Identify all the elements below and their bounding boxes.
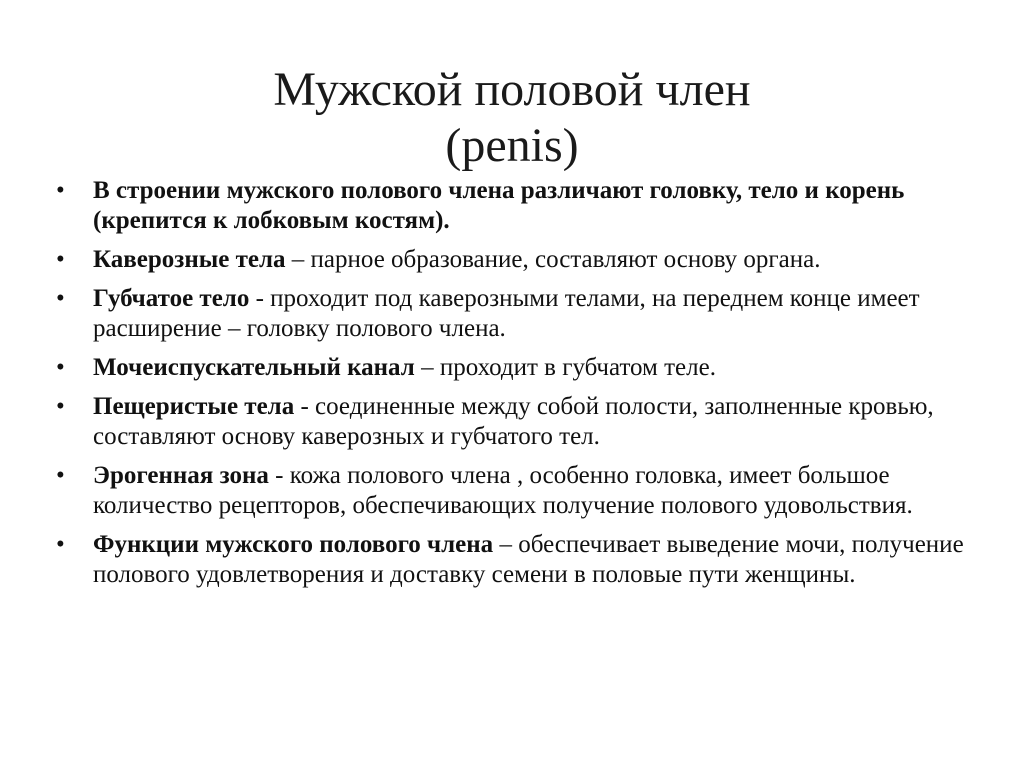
bullet-list [56,176,986,599]
bullet-term: В строении мужского полового члена различают головку, тело и корень (крепится к лобковым костям). [93,177,905,234]
bullet-term: Эрогенная зона [93,462,269,489]
bullet-item-functions [56,530,986,590]
bullet-icon: • [56,393,65,420]
bullet-item-urethra [56,353,986,383]
title-line-1: Мужской половой член [273,63,751,117]
bullet-term: Каверозные тела [93,246,286,273]
bullet-item-structure [56,176,986,236]
bullet-text: – парное образование, составляют основу органа. [285,246,821,273]
bullet-item-spongy-body [56,284,986,344]
slide-title [0,62,1024,174]
bullet-icon: • [56,177,65,204]
bullet-icon: • [56,246,65,273]
bullet-term: Мочеиспускательный канал [93,354,415,381]
bullet-item-cavernous-bodies [56,245,986,275]
bullet-text: – проходит в губчатом теле. [414,354,716,381]
bullet-term: Функции мужского полового члена [93,531,494,558]
bullet-icon: • [56,285,65,312]
bullet-text: - соединенные между собой полости, заполненные кровью, составляют основу каверозных и губчатого тел. [93,393,934,450]
bullet-item-erogenous-zone [56,461,986,521]
bullet-text: - проходит под каверозными телами, на переднем конце имеет расширение – головку полового члена. [93,285,920,342]
bullet-term: Пещеристые тела [93,393,295,420]
bullet-icon: • [56,354,65,381]
title-line-2: (penis) [445,119,579,173]
bullet-icon: • [56,462,65,489]
bullet-text: - кожа полового члена , особенно головка, имеет большое количество рецепторов, обеспечивающих получение полового удовольствия. [93,462,913,519]
bullet-term: Губчатое тело [93,285,250,312]
bullet-item-cavernous-spaces [56,392,986,452]
bullet-text: – обеспечивает выведение мочи, получение полового удовлетворения и доставку семени в половые пути женщины. [93,531,964,588]
bullet-icon: • [56,531,65,558]
